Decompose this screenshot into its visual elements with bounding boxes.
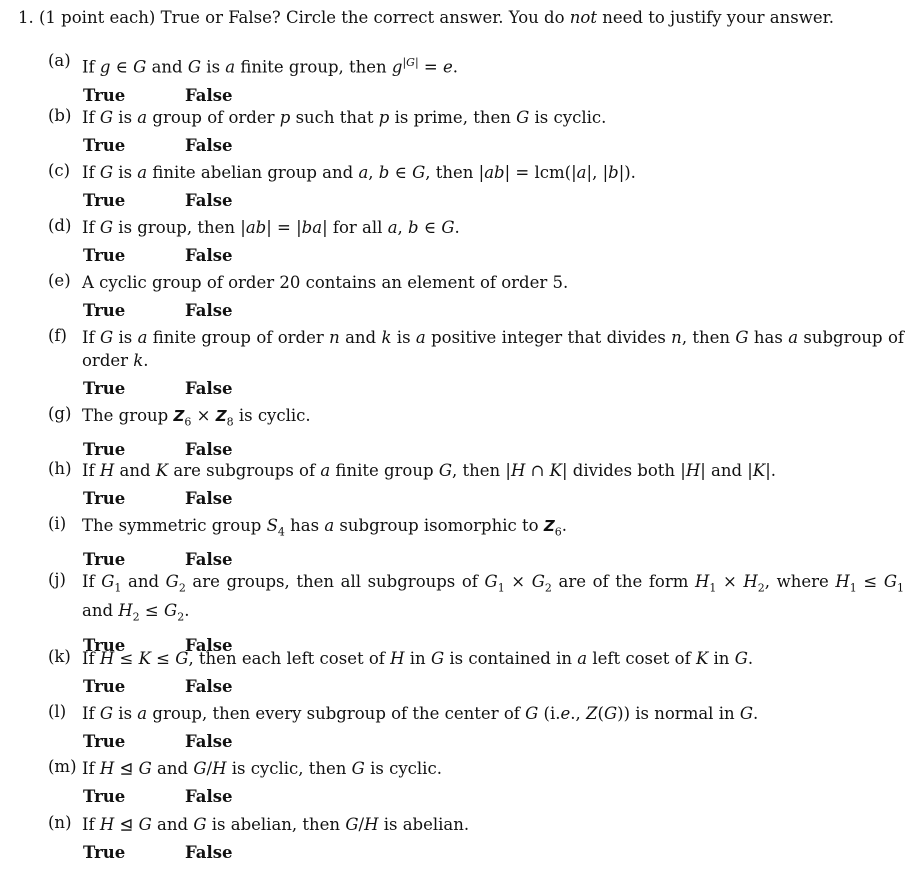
question-header (18, 8, 834, 27)
item-letter: (m) (48, 757, 77, 776)
item-statement: If G is a group, then every subgroup of the center of G (i.e., Z(G)) is normal in G. (82, 704, 759, 723)
answer-options (83, 732, 904, 751)
answer-true[interactable]: True (83, 301, 126, 320)
answer-options (83, 379, 904, 398)
item-letter: (n) (48, 813, 72, 832)
answer-false[interactable]: False (185, 85, 233, 105)
item-statement: If g ∈ G and G is a finite group, then $g^{|G|} = e$. (82, 56, 459, 77)
item-e (48, 271, 904, 320)
answer-options (83, 301, 904, 320)
answer-true[interactable]: True (83, 191, 126, 210)
item-k (48, 647, 904, 696)
answer-options (83, 191, 904, 210)
answer-true[interactable]: True (83, 677, 126, 696)
answer-false[interactable]: False (185, 301, 233, 320)
answer-true[interactable]: True (83, 379, 126, 398)
answer-false[interactable]: False (185, 379, 233, 398)
answer-false[interactable]: False (185, 489, 233, 508)
item-statement: If G is a finite abelian group and a, b ∈ G, then |ab| = lcm(|a|, |b|). (82, 163, 636, 182)
answer-true[interactable]: True (83, 489, 126, 508)
item-letter: (e) (48, 271, 71, 290)
answer-true[interactable]: True (83, 440, 126, 460)
item-d (48, 216, 904, 265)
item-statement: If H ≤ K ≤ G, then each left coset of H in G is contained in a left coset of K in G. (82, 649, 754, 668)
answer-false[interactable]: False (185, 677, 233, 696)
answer-false[interactable]: False (185, 191, 233, 210)
item-statement: If H ⊴ G and G is abelian, then G/H is abelian. (82, 815, 470, 834)
item-statement: The group $Z_6 \times Z_8$ is cyclic. (82, 406, 311, 429)
item-statement: If H and K are subgroups of a finite group G, then |H ∩ K| divides both |H| and |K|. (82, 461, 777, 480)
answer-false[interactable]: False (185, 787, 233, 806)
item-letter: (g) (48, 404, 72, 423)
answer-options (83, 136, 904, 155)
answer-options (83, 246, 904, 265)
item-b (48, 106, 904, 155)
item-statement: A cyclic group of order 20 contains an element of order 5. (82, 273, 569, 292)
answer-true[interactable]: True (83, 85, 126, 105)
item-letter: (c) (48, 161, 71, 180)
answer-options (83, 86, 904, 105)
answer-false[interactable]: False (185, 440, 233, 460)
item-statement: If G is a group of order p such that p is prime, then G is cyclic. (82, 108, 607, 127)
item-f (48, 326, 904, 398)
item-letter: (k) (48, 647, 71, 666)
item-c (48, 161, 904, 210)
answer-false[interactable]: False (185, 246, 233, 265)
answer-options (83, 440, 904, 459)
answer-options (83, 843, 904, 862)
item-letter: (d) (48, 216, 72, 235)
item-letter: (b) (48, 106, 72, 125)
answer-true[interactable]: True (83, 635, 126, 655)
answer-false[interactable]: False (185, 635, 233, 655)
answer-false[interactable]: False (185, 732, 233, 751)
item-statement: If G is a finite group of order n and k is a positive integer that divides n, then G has a subgroup of order k. (82, 328, 905, 370)
item-letter: (h) (48, 459, 72, 478)
item-letter: (a) (48, 51, 71, 70)
answer-true[interactable]: True (83, 550, 126, 570)
item-letter: (l) (48, 702, 67, 721)
item-a (48, 51, 904, 105)
item-statement: If H ⊴ G and G/H is cyclic, then G is cyclic. (82, 759, 442, 778)
answer-options (83, 489, 904, 508)
item-statement: The symmetric group $S_4$ has a subgroup isomorphic to $Z_6$. (82, 516, 567, 539)
question-instructions: (1 point each) True or False? Circle the correct answer. You do not need to justify your answer. (39, 8, 834, 27)
answer-false[interactable]: False (185, 843, 233, 862)
item-letter: (f) (48, 326, 67, 345)
item-j (48, 570, 904, 655)
answer-options (83, 677, 904, 696)
item-l (48, 702, 904, 751)
item-i (48, 514, 904, 569)
answer-false[interactable]: False (185, 550, 233, 570)
item-statement: If G is group, then |ab| = |ba| for all a, b ∈ G. (82, 218, 460, 237)
answer-true[interactable]: True (83, 787, 126, 806)
answer-true[interactable]: True (83, 732, 126, 751)
answer-true[interactable]: True (83, 843, 126, 862)
question-number: 1. (18, 8, 34, 27)
answer-options (83, 787, 904, 806)
item-statement: If $G_1$ and $G_2$ are groups, then all subgroups of $G_1 \times G_2$ are of the form $H_1 \times H_2$, where $H_1 \le G_1$ and $H_2 \le G_2$. (82, 572, 904, 624)
answer-true[interactable]: True (83, 246, 126, 265)
answer-false[interactable]: False (185, 136, 233, 155)
item-h (48, 459, 904, 508)
item-letter: (i) (48, 514, 67, 533)
answer-options (83, 550, 904, 569)
answer-true[interactable]: True (83, 136, 126, 155)
item-letter: (j) (48, 570, 66, 589)
item-n (48, 813, 904, 862)
item-m (48, 757, 904, 806)
item-g (48, 404, 904, 459)
